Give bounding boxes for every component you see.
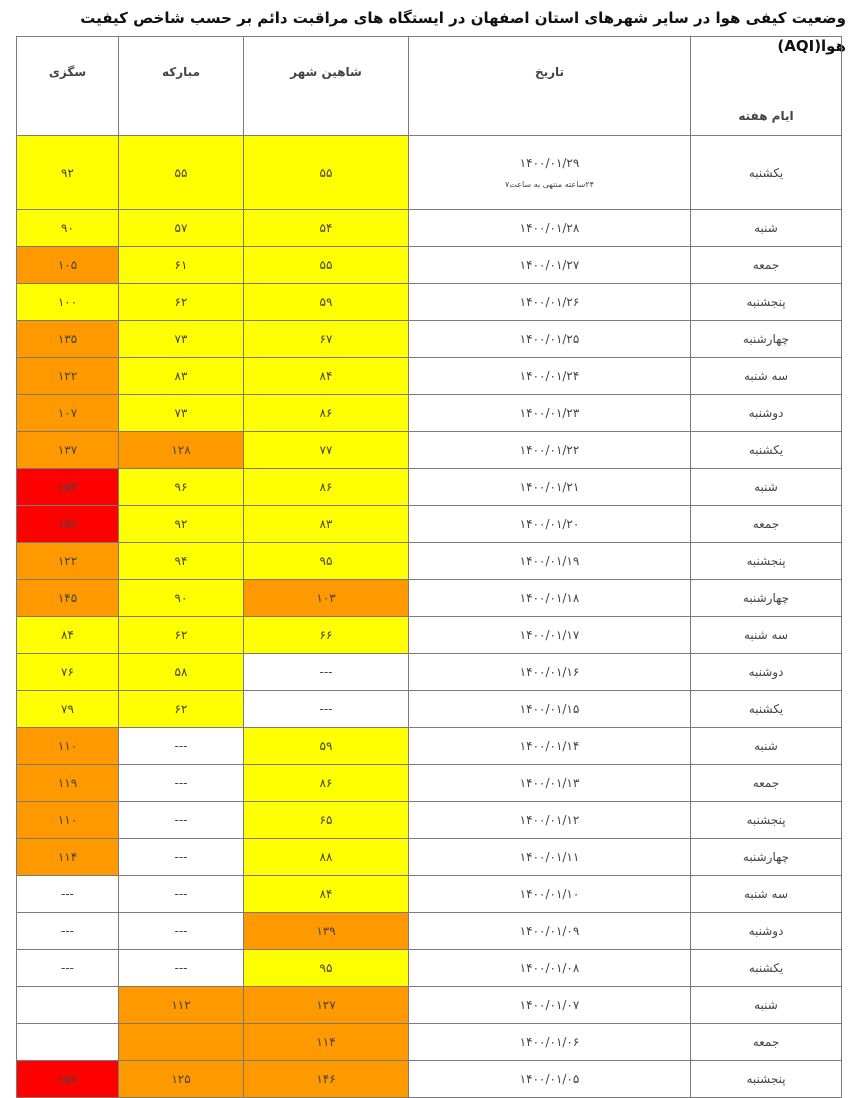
table-row — [17, 395, 842, 432]
table-row — [17, 469, 842, 506]
sagzi-cell: ۱۲۲ — [17, 543, 119, 580]
header-sagzi: سگزی — [17, 37, 119, 136]
sagzi-cell: ۱۵۶ — [17, 506, 119, 543]
shahinshahr-cell: ۸۶ — [244, 395, 409, 432]
table-row — [17, 654, 842, 691]
header-shahinshahr: شاهین شهر — [244, 37, 409, 136]
date-cell: ۱۴۰۰/۰۱/۱۶ — [409, 654, 691, 691]
table-row — [17, 913, 842, 950]
sagzi-cell: --- — [17, 950, 119, 987]
table-row — [17, 321, 842, 358]
mobarakeh-cell: ۹۴ — [119, 543, 244, 580]
date-cell: ۱۴۰۰/۰۱/۰۷ — [409, 987, 691, 1024]
sagzi-cell: ۱۱۰ — [17, 728, 119, 765]
shahinshahr-cell: ۵۵ — [244, 247, 409, 284]
mobarakeh-cell: ۵۵ — [119, 136, 244, 210]
mobarakeh-cell — [119, 1024, 244, 1061]
day-cell: یکشنبه — [691, 950, 842, 987]
mobarakeh-cell: ۱۲۸ — [119, 432, 244, 469]
day-cell: سه شنبه — [691, 876, 842, 913]
shahinshahr-cell: ۱۴۶ — [244, 1061, 409, 1098]
aqi-table — [16, 36, 842, 1098]
day-cell: جمعه — [691, 765, 842, 802]
shahinshahr-cell: ۶۷ — [244, 321, 409, 358]
date-cell: ۱۴۰۰/۰۱/۲۸ — [409, 210, 691, 247]
mobarakeh-cell: --- — [119, 839, 244, 876]
sagzi-cell: --- — [17, 876, 119, 913]
sagzi-cell: ۱۱۹ — [17, 765, 119, 802]
table-row — [17, 987, 842, 1024]
shahinshahr-cell: ۵۵ — [244, 136, 409, 210]
table-row — [17, 617, 842, 654]
sagzi-cell — [17, 987, 119, 1024]
mobarakeh-cell: --- — [119, 802, 244, 839]
day-cell: پنجشنبه — [691, 284, 842, 321]
table-row — [17, 432, 842, 469]
date-cell: ۱۴۰۰/۰۱/۱۲ — [409, 802, 691, 839]
shahinshahr-cell: ۸۶ — [244, 765, 409, 802]
mobarakeh-cell: ۸۳ — [119, 358, 244, 395]
shahinshahr-cell: ۸۳ — [244, 506, 409, 543]
table-row — [17, 247, 842, 284]
day-cell: دوشنبه — [691, 654, 842, 691]
table-row — [17, 950, 842, 987]
table-row — [17, 802, 842, 839]
mobarakeh-cell: ۹۰ — [119, 580, 244, 617]
shahinshahr-cell: ۵۹ — [244, 284, 409, 321]
table-row — [17, 506, 842, 543]
sagzi-cell — [17, 1024, 119, 1061]
table-row — [17, 691, 842, 728]
date-cell: ۱۴۰۰/۰۱/۱۴ — [409, 728, 691, 765]
day-cell: شنبه — [691, 987, 842, 1024]
mobarakeh-cell: ۶۲ — [119, 617, 244, 654]
shahinshahr-cell: ۸۴ — [244, 358, 409, 395]
shahinshahr-cell: --- — [244, 654, 409, 691]
date-cell: ۱۴۰۰/۰۱/۱۵ — [409, 691, 691, 728]
sagzi-cell: ۱۴۵ — [17, 580, 119, 617]
table-body — [17, 136, 842, 1098]
sagzi-cell: ۱۰۷ — [17, 395, 119, 432]
day-cell: دوشنبه — [691, 395, 842, 432]
table-row — [17, 839, 842, 876]
shahinshahr-cell: ۵۴ — [244, 210, 409, 247]
header-mobarakeh: مبارکه — [119, 37, 244, 136]
mobarakeh-cell: ۱۱۲ — [119, 987, 244, 1024]
day-cell: یکشنبه — [691, 432, 842, 469]
date-cell: ۱۴۰۰/۰۱/۱۷ — [409, 617, 691, 654]
table-row — [17, 580, 842, 617]
date-cell: ۱۴۰۰/۰۱/۲۱ — [409, 469, 691, 506]
table-row — [17, 1061, 842, 1098]
date-cell: ۱۴۰۰/۰۱/۲۰ — [409, 506, 691, 543]
sagzi-cell: ۱۱۰ — [17, 802, 119, 839]
day-cell: جمعه — [691, 506, 842, 543]
date-cell: ۱۴۰۰/۰۱/۰۸ — [409, 950, 691, 987]
table-row — [17, 728, 842, 765]
mobarakeh-cell: ۶۲ — [119, 691, 244, 728]
sagzi-cell: --- — [17, 913, 119, 950]
shahinshahr-cell: ۹۵ — [244, 950, 409, 987]
mobarakeh-cell: ۹۲ — [119, 506, 244, 543]
date-cell — [409, 136, 691, 210]
header-row — [17, 37, 842, 136]
shahinshahr-cell: ۶۵ — [244, 802, 409, 839]
sagzi-cell: ۹۲ — [17, 136, 119, 210]
mobarakeh-cell: ۶۱ — [119, 247, 244, 284]
date-value: ۱۴۰۰/۰۱/۲۹ — [519, 156, 580, 170]
date-cell: ۱۴۰۰/۰۱/۲۲ — [409, 432, 691, 469]
header-date: تاریخ — [409, 37, 691, 136]
date-cell: ۱۴۰۰/۰۱/۱۰ — [409, 876, 691, 913]
mobarakeh-cell: --- — [119, 876, 244, 913]
sagzi-cell: ۸۴ — [17, 617, 119, 654]
mobarakeh-cell: ۵۸ — [119, 654, 244, 691]
shahinshahr-cell: ۱۲۷ — [244, 987, 409, 1024]
day-cell: شنبه — [691, 210, 842, 247]
date-cell: ۱۴۰۰/۰۱/۰۵ — [409, 1061, 691, 1098]
date-cell: ۱۴۰۰/۰۱/۲۵ — [409, 321, 691, 358]
sagzi-cell: ۱۰۵ — [17, 247, 119, 284]
day-cell: شنبه — [691, 728, 842, 765]
mobarakeh-cell: ۶۲ — [119, 284, 244, 321]
shahinshahr-cell: ۱۰۳ — [244, 580, 409, 617]
sagzi-cell: ۱۵۳ — [17, 469, 119, 506]
sagzi-cell: ۱۳۷ — [17, 432, 119, 469]
sagzi-cell: ۷۶ — [17, 654, 119, 691]
shahinshahr-cell: --- — [244, 691, 409, 728]
sagzi-cell: ۱۲۲ — [17, 358, 119, 395]
sagzi-cell: ۱۵۸ — [17, 1061, 119, 1098]
shahinshahr-cell: ۹۵ — [244, 543, 409, 580]
sagzi-cell: ۱۰۰ — [17, 284, 119, 321]
day-cell: شنبه — [691, 469, 842, 506]
day-cell: پنجشنبه — [691, 1061, 842, 1098]
day-cell: پنجشنبه — [691, 543, 842, 580]
day-cell: چهارشنبه — [691, 839, 842, 876]
date-cell: ۱۴۰۰/۰۱/۰۹ — [409, 913, 691, 950]
date-cell: ۱۴۰۰/۰۱/۲۶ — [409, 284, 691, 321]
date-cell: ۱۴۰۰/۰۱/۲۷ — [409, 247, 691, 284]
mobarakeh-cell: --- — [119, 728, 244, 765]
table-row — [17, 543, 842, 580]
date-cell: ۱۴۰۰/۰۱/۲۳ — [409, 395, 691, 432]
date-cell: ۱۴۰۰/۰۱/۱۸ — [409, 580, 691, 617]
day-cell: سه شنبه — [691, 617, 842, 654]
mobarakeh-cell: ۷۳ — [119, 395, 244, 432]
shahinshahr-cell: ۱۳۹ — [244, 913, 409, 950]
mobarakeh-cell: ۵۷ — [119, 210, 244, 247]
day-cell: چهارشنبه — [691, 321, 842, 358]
sagzi-cell: ۱۱۴ — [17, 839, 119, 876]
day-cell: چهارشنبه — [691, 580, 842, 617]
page-title: وضعیت کیفی هوا در سایر شهرهای استان اصفهان در ایستگاه های مراقبت دائم بر حسب شاخص کیفیت هوا(AQI) — [80, 9, 846, 55]
sagzi-cell: ۱۳۵ — [17, 321, 119, 358]
mobarakeh-cell: --- — [119, 950, 244, 987]
day-cell: سه شنبه — [691, 358, 842, 395]
shahinshahr-cell: ۷۷ — [244, 432, 409, 469]
table-row — [17, 358, 842, 395]
shahinshahr-cell: ۸۴ — [244, 876, 409, 913]
mobarakeh-cell: --- — [119, 765, 244, 802]
table-row — [17, 284, 842, 321]
mobarakeh-cell: ۹۶ — [119, 469, 244, 506]
shahinshahr-cell: ۵۹ — [244, 728, 409, 765]
table-row — [17, 765, 842, 802]
day-cell: جمعه — [691, 1024, 842, 1061]
shahinshahr-cell: ۱۱۴ — [244, 1024, 409, 1061]
table-row — [17, 136, 842, 210]
day-cell: جمعه — [691, 247, 842, 284]
date-cell: ۱۴۰۰/۰۱/۱۳ — [409, 765, 691, 802]
date-cell: ۱۴۰۰/۰۱/۰۶ — [409, 1024, 691, 1061]
day-cell: پنجشنبه — [691, 802, 842, 839]
table-row — [17, 876, 842, 913]
shahinshahr-cell: ۸۶ — [244, 469, 409, 506]
mobarakeh-cell: ۱۲۵ — [119, 1061, 244, 1098]
shahinshahr-cell: ۶۶ — [244, 617, 409, 654]
mobarakeh-cell: ۷۳ — [119, 321, 244, 358]
day-cell: دوشنبه — [691, 913, 842, 950]
day-cell: یکشنبه — [691, 691, 842, 728]
sagzi-cell: ۷۹ — [17, 691, 119, 728]
shahinshahr-cell: ۸۸ — [244, 839, 409, 876]
date-cell: ۱۴۰۰/۰۱/۱۱ — [409, 839, 691, 876]
date-note: ۲۴ساعته منتهی به ساعت۷ — [505, 180, 594, 189]
table-row — [17, 1024, 842, 1061]
mobarakeh-cell: --- — [119, 913, 244, 950]
date-cell: ۱۴۰۰/۰۱/۲۴ — [409, 358, 691, 395]
header-day: ایام هفته — [691, 37, 842, 136]
date-cell: ۱۴۰۰/۰۱/۱۹ — [409, 543, 691, 580]
table-row — [17, 210, 842, 247]
sagzi-cell: ۹۰ — [17, 210, 119, 247]
day-cell: یکشنبه — [691, 136, 842, 210]
